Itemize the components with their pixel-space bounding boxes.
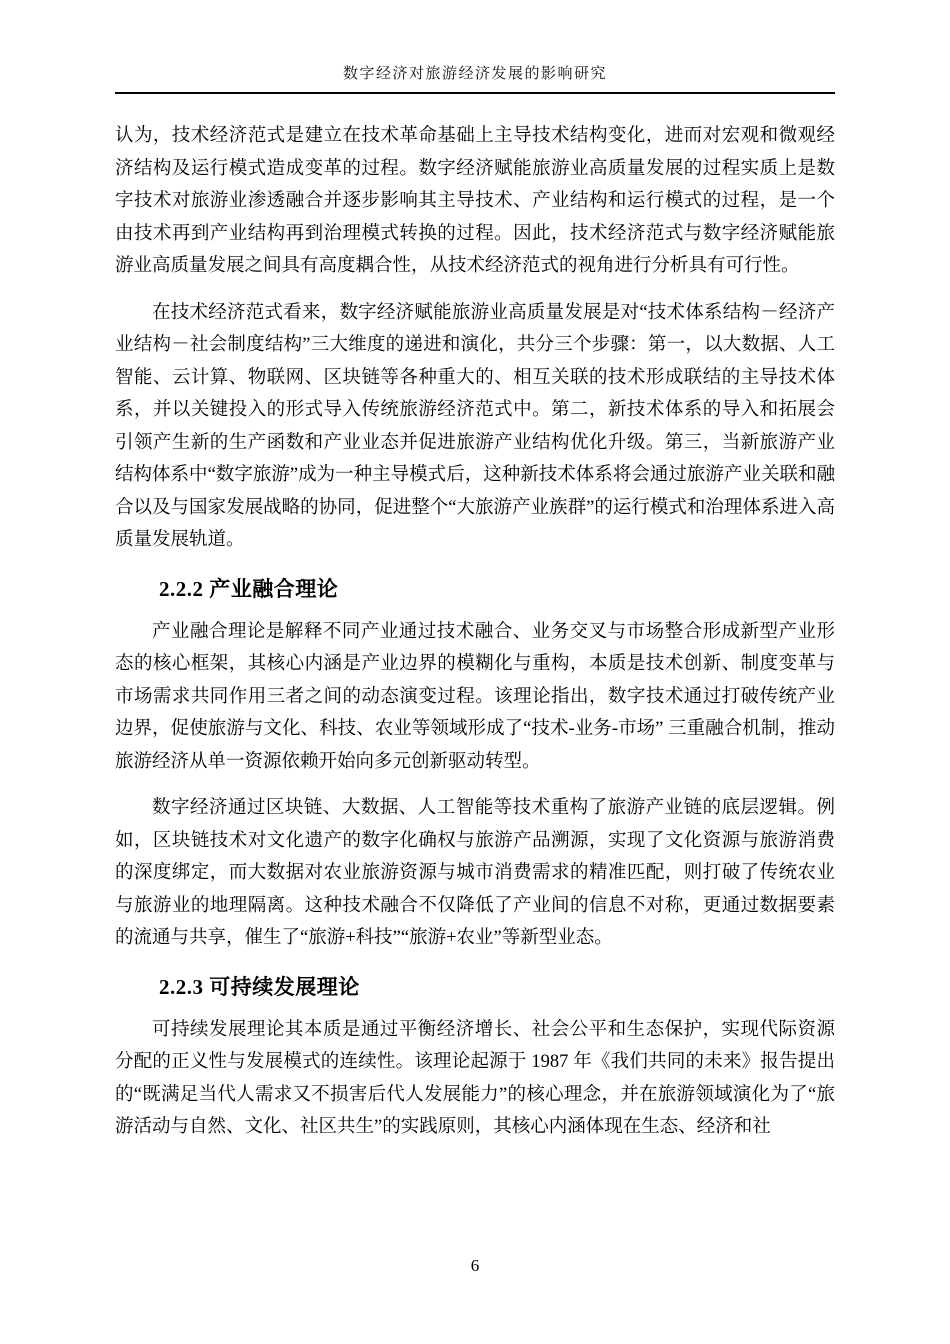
running-head-title: 数字经济对旅游经济发展的影响研究 [342,66,607,82]
page-number: 6 [470,1256,480,1275]
paragraph: 产业融合理论是解释不同产业通过技术融合、业务交叉与市场整合形成新型产业形态的核心框架，其核心内涵是产业边界的模糊化与重构，本质是技术创新、制度变革与市场需求共同作用三者之间的动态演变过程。该理论指出，数字技术通过打破传统产业边界，促使旅游与文化、科技、农业等领域形成了“技术-业务-市场” 三重融合机制，推动旅游经济从单一资源依赖开始向多元创新驱动转型。 [115,621,835,772]
section-heading-2-2-3: 2.2.3 可持续发展理论 [159,974,360,999]
paragraph-continuation: 认为，技术经济范式是建立在技术革命基础上主导技术结构变化，进而对宏观和微观经济结构及运行模式造成变革的过程。数字经济赋能旅游业高质量发展的过程实质上是数字技术对旅游业渗透融合并逐步影响其主导技术、产业结构和运行模式的过程，是一个由技术再到产业结构再到治理模式转换的过程。因此，技术经济范式与数字经济赋能旅游业高质量发展之间具有高度耦合性，从技术经济范式的视角进行分析具有可行性。 [115,126,835,276]
document-body [115,120,835,1144]
section-heading-2-2-2: 2.2.2 产业融合理论 [159,576,339,601]
page-footer [0,1256,950,1276]
paragraph: 数字经济通过区块链、大数据、人工智能等技术重构了旅游产业链的底层逻辑。例如，区块链技术对文化遗产的数字化确权与旅游产品溯源，实现了文化资源与旅游消费的深度绑定，而大数据对农业旅游资源与城市消费需求的精准匹配，则打破了传统农业与旅游业的地理隔离。这种技术融合不仅降低了产业间的信息不对称，更通过数据要素的流通与共享，催生了“旅游+科技”“旅游+农业”等新型业态。 [115,798,835,948]
paragraph: 在技术经济范式看来，数字经济赋能旅游业高质量发展是对“技术体系结构－经济产业结构－社会制度结构”三大维度的递进和演化，共分三个步骤：第一，以大数据、人工智能、云计算、物联网、区块链等各种重大的、相互关联的技术形成联结的主导技术体系，并以关键投入的形式导入传统旅游经济范式中。第二，新技术体系的导入和拓展会引领产生新的生产函数和产业业态并促进旅游产业结构优化升级。第三，当新旅游产业结构体系中“数字旅游”成为一种主导模式后，这种新技术体系将会通过旅游产业关联和融合以及与国家发展战略的协同，促进整个“大旅游产业族群”的运行模式和治理体系进入高质量发展轨道。 [115,302,835,550]
page-header [115,62,835,94]
paragraph: 可持续发展理论其本质是通过平衡经济增长、社会公平和生态保护，实现代际资源分配的正义性与发展模式的连续性。该理论起源于 1987 年《我们共同的未来》报告提出的“既满足当代人需求又不损害后代人发展能力”的核心理念，并在旅游领域演化为了“旅游活动与自然、文化、社区共生”的实践原则，其核心内涵体现在生态、经济和社 [115,1019,835,1137]
